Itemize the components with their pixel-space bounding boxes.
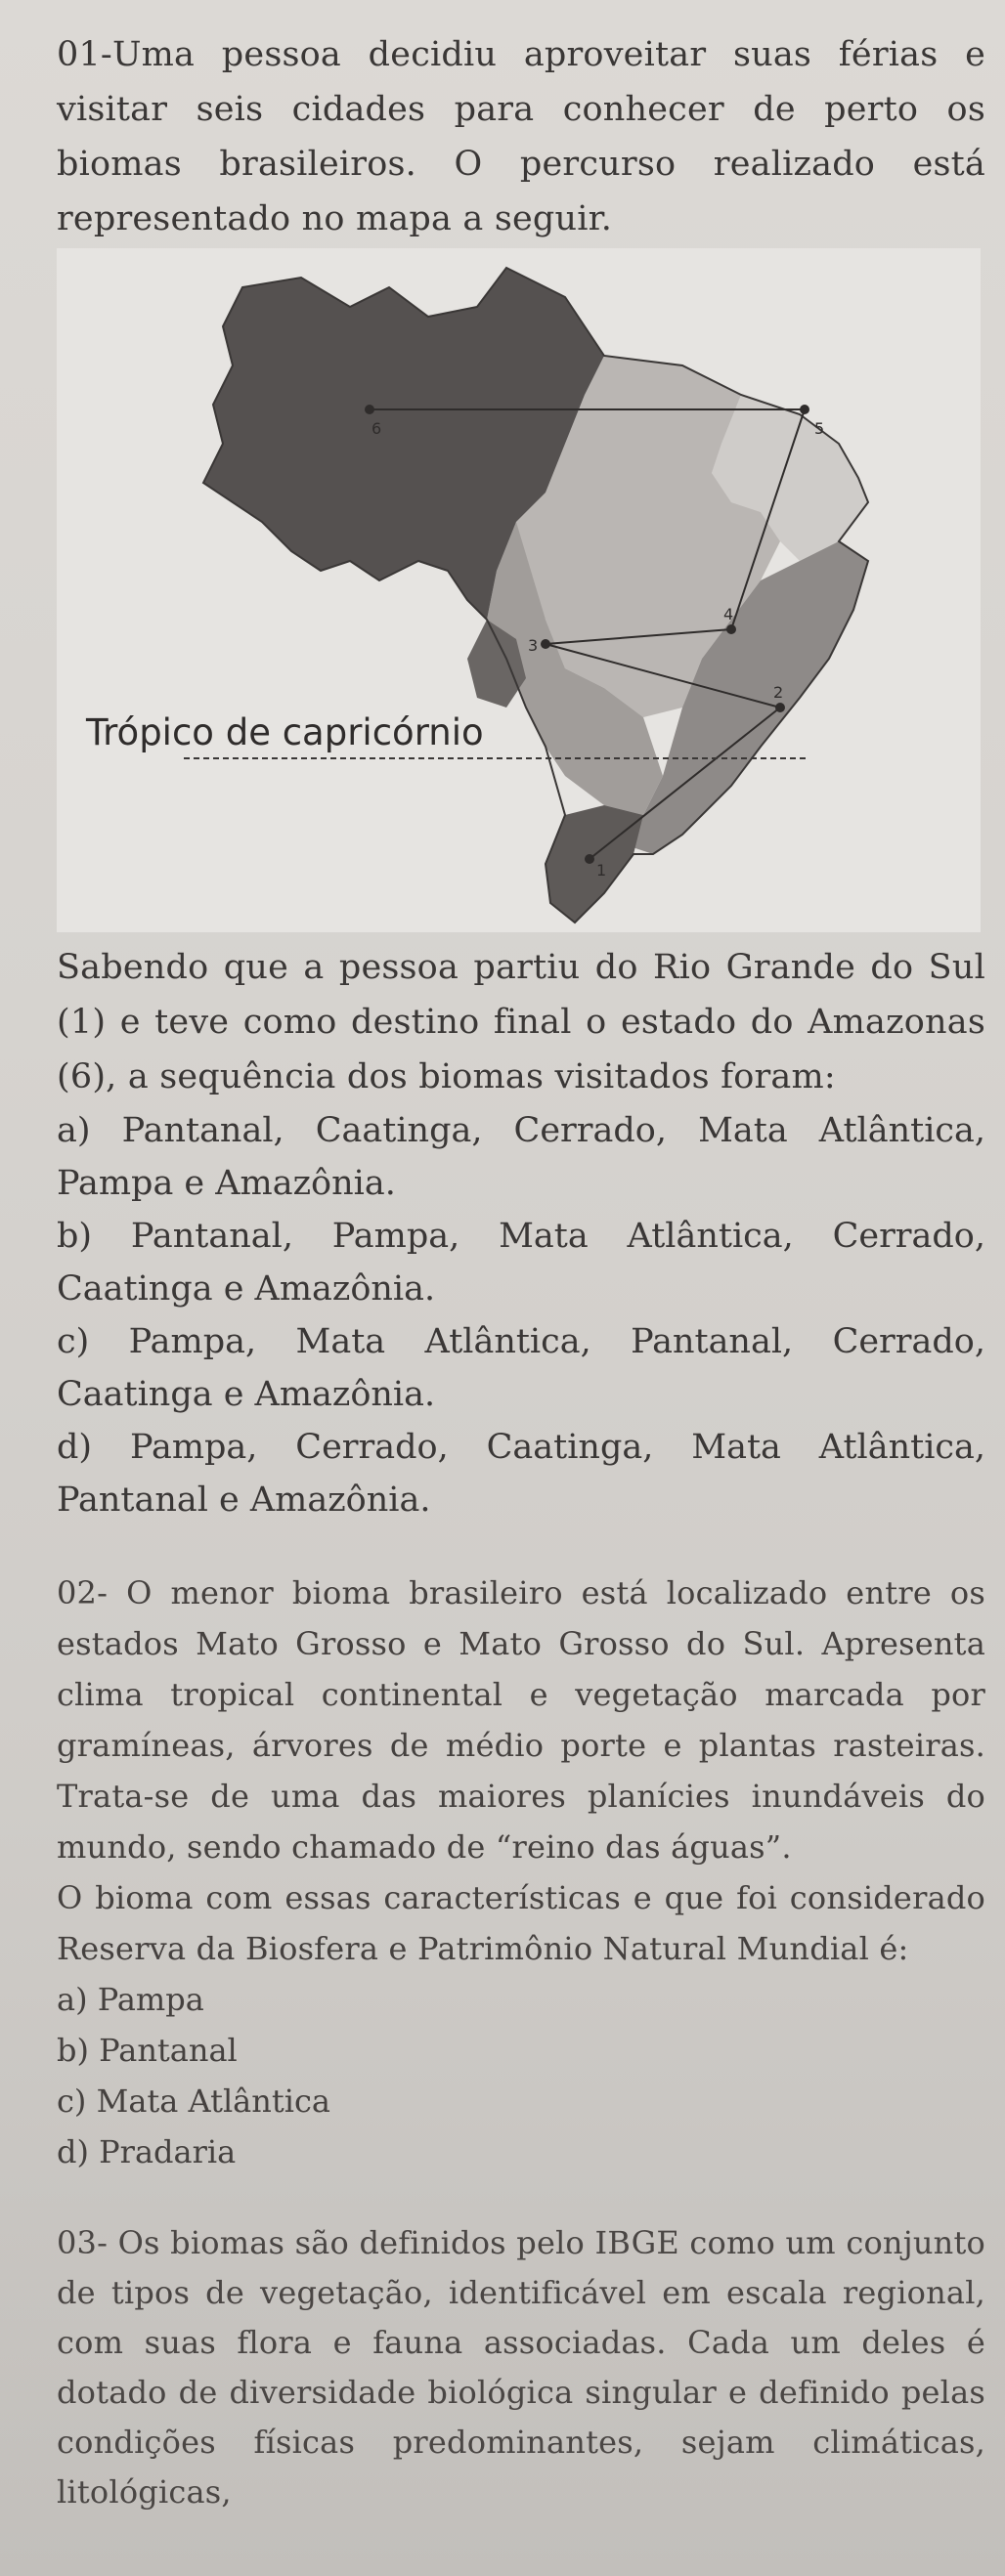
question-2-option-c: c) Mata Atlântica <box>57 2082 330 2120</box>
spacer <box>57 1526 985 1567</box>
point-1-label: 1 <box>596 861 607 880</box>
brazil-biomes-map <box>57 248 981 932</box>
question-2 <box>57 1567 985 2177</box>
spacer <box>57 2177 985 2218</box>
question-2-text: 02- O menor bioma brasileiro está localizado entre os estados Mato Grosso e Mato Grosso do Sul. Apresenta clima tropical continental e vegetação marcada por gramíneas, árvores de médio porte e plantas rasteiras. Trata-se de uma das maiores planícies inundáveis do mundo, sendo chamado de “reino das águas”. <box>57 1574 985 1866</box>
point-3-label: 3 <box>528 636 539 655</box>
point-1-marker <box>585 854 594 864</box>
point-2-label: 2 <box>773 683 784 702</box>
point-6-marker <box>365 405 374 414</box>
point-5-marker <box>800 405 809 414</box>
question-2-text-2: O bioma com essas características e que foi considerado Reserva da Biosfera e Patrimônio Natural Mundial é: <box>57 1879 985 1967</box>
tropic-label: Trópico de capricórnio <box>86 711 484 753</box>
question-2-option-d: d) Pradaria <box>57 2133 237 2170</box>
question-1-option-b: b) Pantanal, Pampa, Mata Atlântica, Cerrado, Caatinga e Amazônia. <box>57 1217 985 1309</box>
point-4-label: 4 <box>723 605 734 623</box>
worksheet-page <box>57 27 985 2517</box>
point-2-marker <box>775 703 785 712</box>
point-6-label: 6 <box>371 419 382 438</box>
question-1-text: 01-Uma pessoa decidiu aproveitar suas férias e visitar seis cidades para conhecer de perto os biomas brasileiros. O percurso realizado está representado no mapa a seguir. <box>57 35 985 238</box>
question-2-option-b: b) Pantanal <box>57 2032 238 2069</box>
question-1-option-a: a) Pantanal, Caatinga, Cerrado, Mata Atlântica, Pampa e Amazônia. <box>57 1111 985 1203</box>
point-4-marker <box>726 624 736 634</box>
question-1-option-d: d) Pampa, Cerrado, Caatinga, Mata Atlântica, Pantanal e Amazônia. <box>57 1428 985 1520</box>
question-1 <box>57 27 985 1526</box>
map-svg <box>57 248 981 932</box>
question-1-option-c: c) Pampa, Mata Atlântica, Pantanal, Cerrado, Caatinga e Amazônia. <box>57 1322 985 1414</box>
point-5-label: 5 <box>814 419 825 438</box>
question-2-option-a: a) Pampa <box>57 1981 204 2018</box>
question-3-text: 03- Os biomas são definidos pelo IBGE como um conjunto de tipos de vegetação, identificável em escala regional, com suas flora e fauna associadas. Cada um deles é dotado de diversidade biológica singular e definido pelas condições físicas predominantes, sejam climáticas, litológicas, <box>57 2224 985 2511</box>
question-1-statement: Sabendo que a pessoa partiu do Rio Grande do Sul (1) e teve como destino final o estado do Amazonas (6), a sequência dos biomas visitados foram: <box>57 948 985 1096</box>
point-3-marker <box>541 639 550 649</box>
question-3 <box>57 2218 985 2517</box>
